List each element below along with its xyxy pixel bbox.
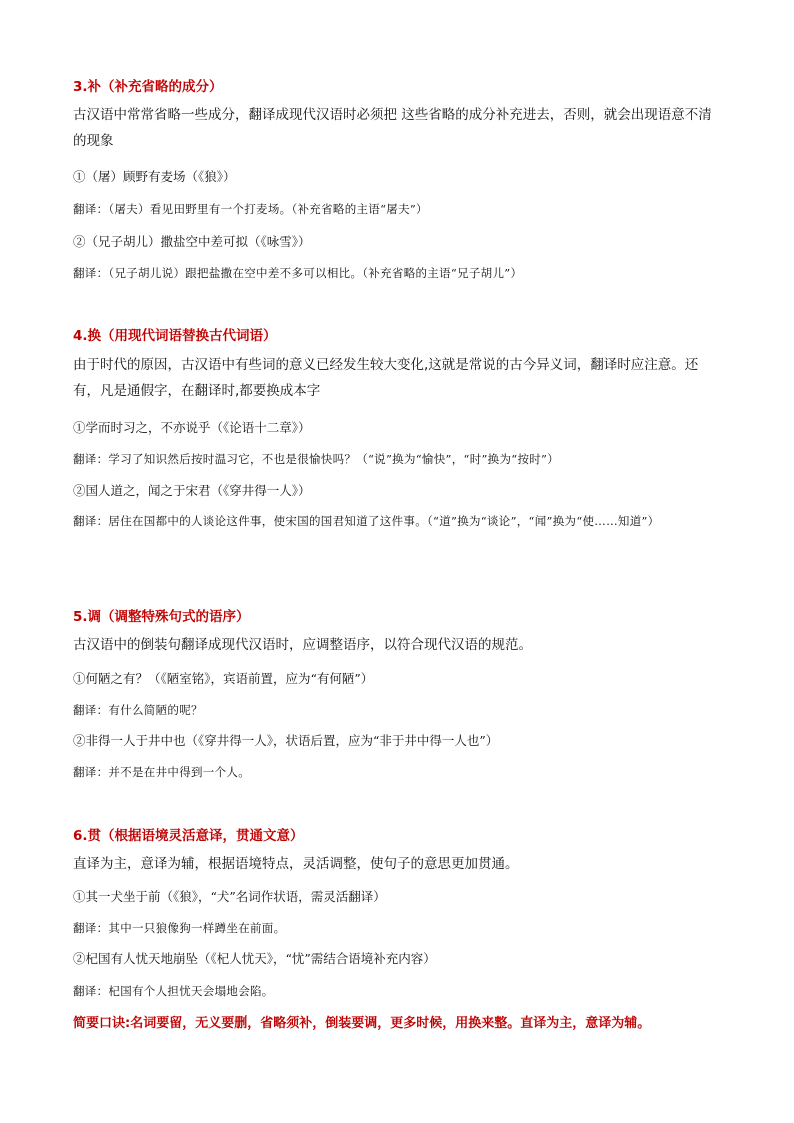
summary-motto: 简要口诀:名词要留，无义要删，省略须补，倒装要调，更多时候，用换来整。直译为主，意译为辅。 — [73, 1016, 651, 1031]
section-4-translation-2: 翻译：居住在国都中的人谈论这件事，使宋国的国君知道了这件事。（“道”换为“谈论”，“闻”换为“使……知道”） — [73, 514, 660, 528]
section-3-heading: 3.补（补充省略的成分） — [73, 79, 223, 95]
section-5-example-1: ①何陋之有？（《陋室铭》，宾语前置，应为“有何陋”） — [73, 671, 374, 686]
section-5-example-2: ②非得一人于井中也（《穿井得一人》，状语后置，应为“非于井中得一人也”） — [73, 733, 499, 748]
section-3-example-1: ①（屠）顾野有麦场（《狼》） — [73, 169, 236, 184]
section-6-translation-2: 翻译：杞国有个人担忧天会塌地会陷。 — [73, 984, 274, 998]
section-4-translation-1: 翻译：学习了知识然后按时温习它，不也是很愉快吗？（“说”换为“愉快”，“时”换为“按时”） — [73, 452, 560, 466]
section-4-heading: 4.换（用现代词语替换古代词语） — [73, 328, 277, 344]
section-5-translation-1: 翻译：有什么简陋的呢？ — [73, 703, 203, 717]
section-4-example-2: ②国人道之，闻之于宋君（《穿井得一人》） — [73, 483, 311, 498]
section-3-translation-1: 翻译：（屠夫）看见田野里有一个打麦场。（补充省略的主语“屠夫”） — [73, 202, 428, 216]
section-6-example-1: ①其一犬坐于前（《狼》，“犬”名词作状语，需灵活翻译） — [73, 889, 386, 904]
section-5-intro: 古汉语中的倒装句翻译成现代汉语时，应调整语序，以符合现代汉语的规范。 — [73, 637, 532, 653]
section-5-translation-2: 翻译：并不是在井中得到一个人。 — [73, 765, 250, 779]
section-3-translation-2: 翻译：（兄子胡儿说）跟把盐撒在空中差不多可以相比。（补充省略的主语“兄子胡儿”） — [73, 266, 523, 280]
section-4-intro: 由于时代的原因，古汉语中有些词的意义已经发生较大变化,这就是常说的古今异义词，翻译时应注意。还有，凡是通假字，在翻译时,都要换成本字 — [73, 357, 699, 399]
section-6-example-2: ②杞国有人忧天地崩坠（《杞人忧天》，“忧”需结合语境补充内容） — [73, 951, 436, 966]
section-6-heading: 6.贯（根据语境灵活意译，贯通文意） — [73, 828, 304, 844]
section-6-translation-1: 翻译：其中一只狼像狗一样蹲坐在前面。 — [73, 921, 286, 935]
section-3-intro: 古汉语中常常省略一些成分，翻译成现代汉语时必须把 这些省略的成分补充进去，否则，就会出现语意不清的现象 — [73, 107, 712, 149]
section-4-example-1: ①学而时习之，不亦说乎（《论语十二章》） — [73, 420, 311, 435]
section-5-heading: 5.调（调整特殊句式的语序） — [73, 609, 250, 625]
section-6-intro: 直译为主，意译为辅，根据语境特点，灵活调整，使句子的意思更加贯通。 — [73, 856, 519, 872]
section-3-example-2: ②（兄子胡儿）撒盐空中差可拟（《咏雪》） — [73, 234, 311, 249]
